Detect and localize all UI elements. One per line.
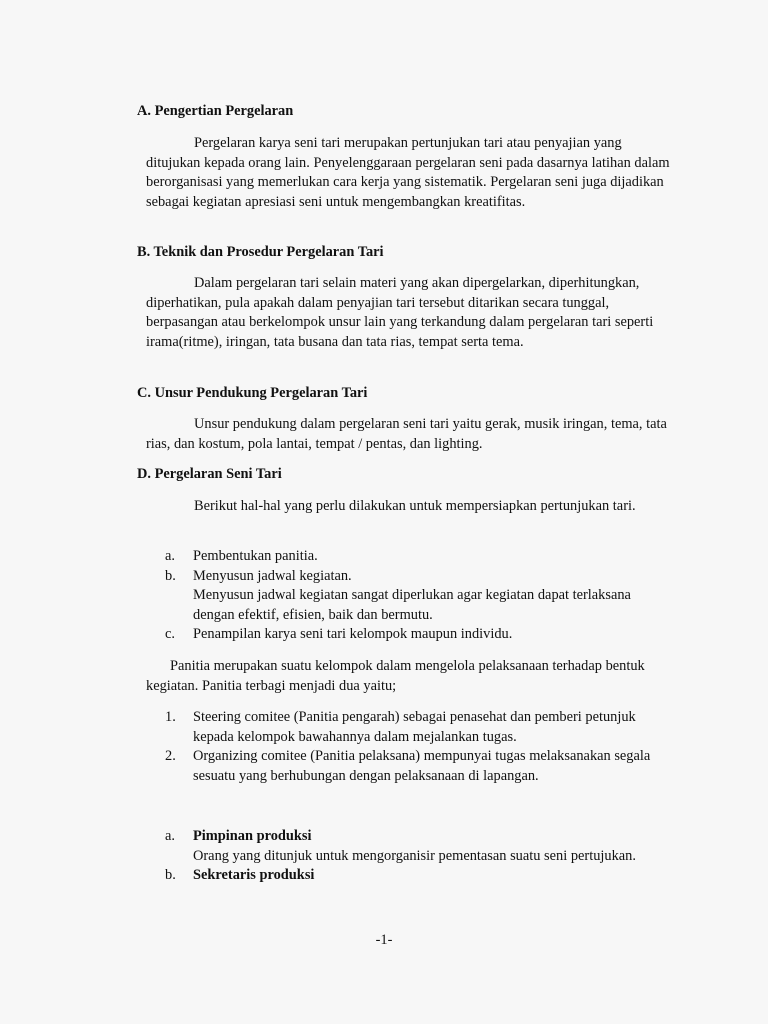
heading-section-a: A. Pengertian Pergelaran [137,103,294,119]
committee-list [165,708,665,786]
list-marker: a. [165,548,175,564]
list-marker: c. [165,626,175,643]
preparation-list [165,547,665,645]
list-item-text: Menyusun jadwal kegiatan. [193,567,352,584]
list-item [165,827,665,866]
paragraph-section-b: Dalam pergelaran tari selain materi yang akan dipergelarkan, diperhitungkan, diperhatikan, pula apakah dalam penyajian tari tersebut ditarikan secara tunggal, berpasangan atau berkelompok unsur lain yang terkandung dalam pergelaran tari seperti irama(ritme), iringan, tata busana dan tata rias, tempat serta tema. [146,275,654,350]
role-title: Pimpinan produksi [193,828,312,844]
list-marker: b. [165,867,176,884]
heading-section-b: B. Teknik dan Prosedur Pergelaran Tari [137,244,384,260]
list-item-text: Steering comitee (Panitia pengarah) sebagai penasehat dan pemberi petunjuk kepada kelompok bawahannya dalam mejalankan tugas. [193,709,636,745]
role-description: Orang yang ditunjuk untuk mengorganisir pementasan suatu seni pertujukan. [193,847,636,864]
list-item [165,625,665,645]
list-item [165,547,665,567]
list-item [165,747,665,786]
list-marker: b. [165,567,176,584]
list-item [165,866,665,886]
list-item-text: Organizing comitee (Panitia pelaksana) mempunyai tugas melaksanakan segala sesuatu yang berhubungan dengan pelaksanaan di lapangan. [193,748,651,784]
paragraph-section-c: Unsur pendukung dalam pergelaran seni tari yaitu gerak, musik iringan, tema, tata rias, dan kostum, pola lantai, tempat / pentas, dan lighting. [146,416,667,452]
list-item-detail: Menyusun jadwal kegiatan sangat diperlukan agar kegiatan dapat terlaksana dengan efektif, efisien, baik dan bermutu. [193,587,631,623]
paragraph-section-a: Pergelaran karya seni tari merupakan pertunjukan tari atau penyajian yang ditujukan kepada orang lain. Penyelenggaraan pergelaran seni pada dasarnya latihan dalam berorganisasi yang memerlukan cara kerja yang sistematik. Pergelaran seni juga dijadikan sebagai kegiatan apresiasi seni untuk mengembangkan kreatifitas. [146,135,670,210]
list-item [165,567,665,626]
paragraph-panitia: Panitia merupakan suatu kelompok dalam mengelola pelaksanaan terhadap bentuk kegiatan. Panitia terbagi menjadi dua yaitu; [146,658,645,694]
heading-section-c: C. Unsur Pendukung Pergelaran Tari [137,385,368,401]
list-marker: 2. [165,748,176,765]
list-item-text: Penampilan karya seni tari kelompok maupun individu. [193,626,513,643]
production-roles-list [165,827,665,886]
list-marker: 1. [165,709,176,725]
page-number: -1- [375,932,393,948]
list-item-text: Pembentukan panitia. [193,548,318,564]
heading-section-d: D. Pergelaran Seni Tari [137,466,282,482]
intro-section-d: Berikut hal-hal yang perlu dilakukan untuk mempersiapkan pertunjukan tari. [194,498,636,514]
list-item [165,708,665,747]
role-title: Sekretaris produksi [193,867,315,884]
list-marker: a. [165,828,175,844]
